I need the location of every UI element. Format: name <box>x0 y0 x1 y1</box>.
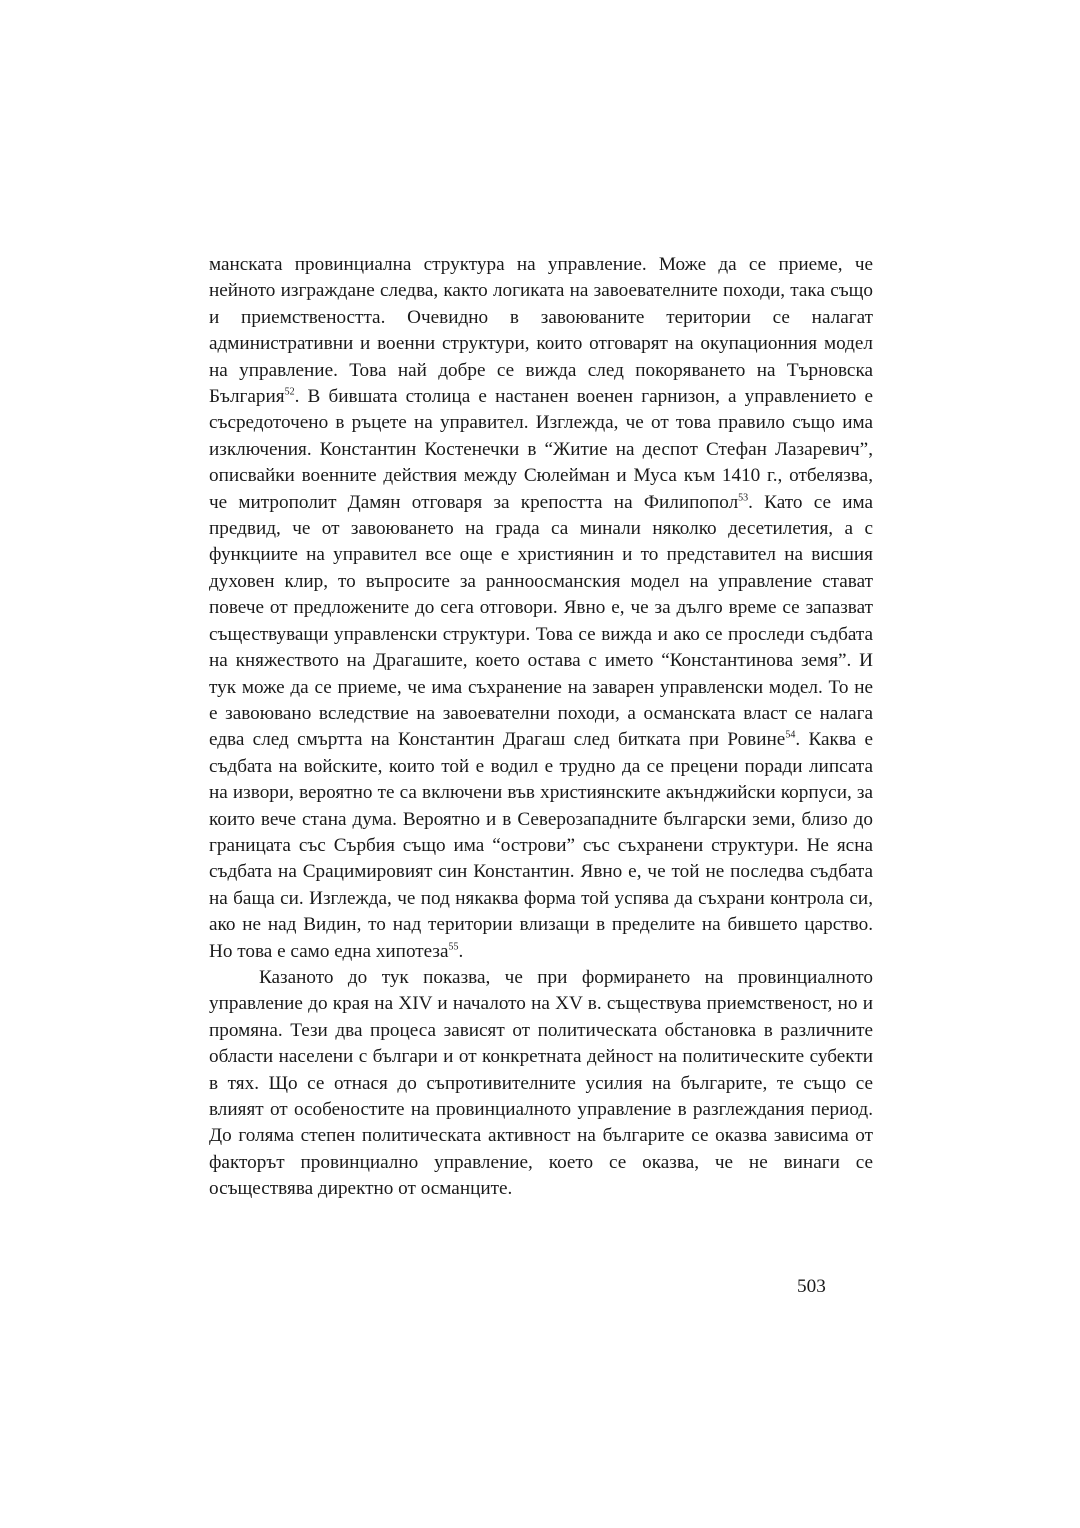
paragraph-1-text-3: . Като се има предвид, че от завоюването на града са минали няколко десетилетия, а с функциите на управител все още е християнин и то представител на висшия духовен клир, то въпросите за ранноосманския модел на управление стават повече от предложените до сега отговори. Явно е, че за дълго време се запазват съществуващи управленски структури. Това се вижда и ако се проследи съдбата на княжеството на Драгашите, което остава с името “Константинова земя”. И тук може да се приеме, че има съхранение на заварен управленски модел. То не е завоювано вследствие на завоевателни походи, а османската власт се налага едва след смъртта на Константин Драгаш след битката при Ровине <box>209 491 873 751</box>
paragraph-1-text-1: манската провинциална структура на управление. Може да се приеме, че нейното изграждане следва, както логиката на завоевателните походи, така също и приемствеността. Очевидно в завоюваните територии се налагат административни и военни структури, които отговарят на окупационния модел на управление. Това най добре се вижда след покоряването на Търновска България <box>209 254 873 408</box>
paragraph-1 <box>209 252 873 965</box>
document-body <box>209 252 873 1203</box>
footnote-ref-52: 52 <box>284 386 295 398</box>
footnote-ref-55: 55 <box>448 941 459 953</box>
paragraph-2-text-1: Казаното до тук показва, че при формирането на провинциалното управление до края на XIV и началото на XV в. съществува приемственост, но и промяна. Тези два процеса зависят от политическата обстановка в различните области населени с българи и от конкретната дейност на политическите субекти в тях. Що се отнася до съпротивителните усилия на българите, те също се влияят от особеностите на провинциалното управление в разглеждания период. До голяма степен политическата активност на българите се оказва зависима от факторът провинциално управление, което се оказва, че не винаги се осъществява директно от османците. <box>209 966 873 1200</box>
paragraph-1-text-2: . В бившата столица е настанен военен гарнизон, а управлението е съсредоточено в ръцете на управител. Изглежда, че от това правило също има изключения. Константин Костенечки в “Житие на деспот Стефан Лазаревич”, описвайки военните действия между Сюлейман и Муса към 1410 г., отбелязва, че митрополит Дамян отговаря за крепостта на Филипопол <box>209 386 873 513</box>
paragraph-2 <box>209 965 873 1203</box>
page-number: 503 <box>797 1276 826 1297</box>
paragraph-1-text-4: . Каква е съдбата на войските, които той е водил е трудно да се прецени поради липсата на извори, вероятно те са включени във християнските акънджийски корпуси, за които вече стана дума. Вероятно и в Северозападните български земи, близо до границата със Сърбия също има “острови” със съхранени структури. Не ясна съдбата на Срацимировият син Константин. Явно е, че той не последва съдбата на баща си. Изглежда, че под някаква форма той успява да съхрани контрола си, ако не над Видин, то над територии влизащи в пределите на бившето царство. Но това е само една хипотеза <box>209 729 873 962</box>
footnote-ref-53: 53 <box>738 492 749 504</box>
footnote-ref-54: 54 <box>785 729 796 741</box>
paragraph-1-text-5: . <box>458 940 464 962</box>
